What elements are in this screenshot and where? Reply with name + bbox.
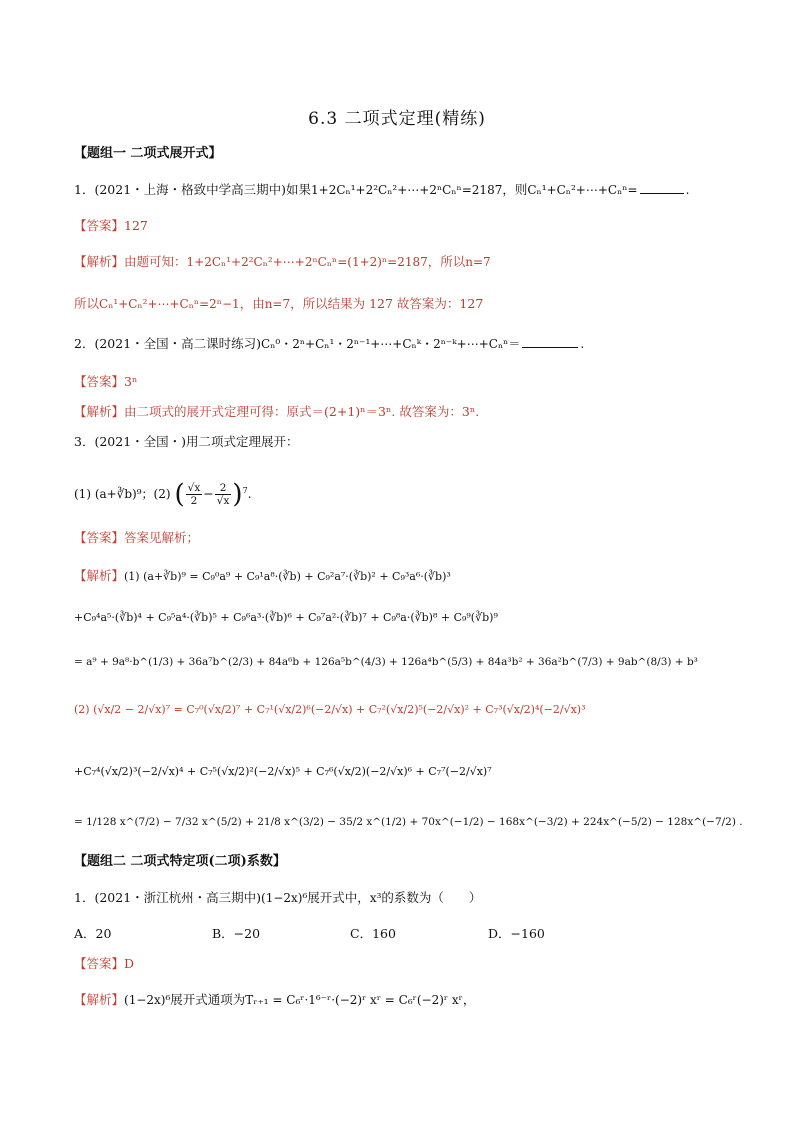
analysis-3-line2: +C₉⁴a⁵·(∛b)⁴ + C₉⁵a⁴·(∛b)⁵ + C₉⁶a³·(∛b)⁶ + C₉⁷a²·(∛b)⁷ + C₉⁸a·(∛b)⁸ + C₉⁹(∛b)⁹	[74, 611, 498, 624]
question-3: 3．(2021・全国・)用二项式定理展开：	[74, 434, 299, 449]
analysis-3-line1: 【解析】(1) (a+∛b)⁹ = C₉⁰a⁹ + C₉¹a⁸·(∛b) + C₉²a⁷·(∛b)² + C₉³a⁶·(∛b)³	[74, 568, 451, 583]
question-2: 2．(2021・全国・高二课时练习)Cₙ⁰・2ⁿ+Cₙ¹・2ⁿ⁻¹+⋯+Cₙᵏ・2ⁿ⁻ᵏ+⋯+Cₙⁿ＝ .	[74, 336, 585, 351]
answer-blank[interactable]	[522, 335, 578, 348]
page-title: 6.3 二项式定理(精练)	[308, 109, 486, 129]
answer-blank[interactable]	[640, 181, 684, 194]
answer-4: 【答案】D	[74, 956, 135, 971]
analysis-3-line6: = 1/128 x^(7/2) − 7/32 x^(5/2) + 21/8 x^(3/2) − 35/2 x^(1/2) + 70x^(−1/2) − 168x^(−3/2) + 224x^(−5/2) − 128x^(−7/2) .	[74, 816, 743, 828]
option-c[interactable]: C．160	[350, 926, 396, 941]
analysis-3-line4: (2) (√x/2 − 2/√x)⁷ = C₇⁰(√x/2)⁷ + C₇¹(√x/2)⁶(−2/√x) + C₇²(√x/2)⁵(−2/√x)² + C₇³(√x/2)⁴(−2/√x)³	[74, 703, 586, 716]
analysis-4: 【解析】(1−2x)⁶展开式通项为Tᵣ₊₁ = C₆ʳ·1⁶⁻ʳ·(−2)ʳ xʳ = C₆ʳ(−2)ʳ xʳ，	[74, 992, 476, 1007]
answer-2: 【答案】3ⁿ	[74, 374, 138, 389]
question-3-parts: (1) (a+∛b)⁹；(2) ( $\frac{√x}{2}$ − $\frac{2}{√x}$ )$^7$.	[74, 479, 252, 510]
question-4-options	[74, 924, 734, 944]
analysis-3-line3: = a⁹ + 9a⁸·b^(1/3) + 36a⁷b^(2/3) + 84a⁶b + 126a⁵b^(4/3) + 126a⁴b^(5/3) + 84a³b² + 36a²b^(7/3) + 9ab^(8/3) + b³	[74, 656, 698, 668]
analysis-1-line1: 【解析】由题可知：1+2Cₙ¹+2²Cₙ²+⋯+2ⁿCₙⁿ=(1+2)ⁿ=2187，所以n=7	[74, 254, 491, 269]
group1-heading: 【题组一 二项式展开式】	[74, 146, 222, 161]
analysis-1-line2: 所以Cₙ¹+Cₙ²+⋯+Cₙⁿ=2ⁿ−1，由n=7，所以结果为 127 故答案为：127	[74, 296, 484, 311]
group2-heading: 【题组二 二项式特定项(二项)系数】	[74, 854, 286, 869]
answer-3: 【答案】答案见解析；	[74, 530, 200, 545]
option-d[interactable]: D．−160	[488, 926, 545, 941]
analysis-3-line5: +C₇⁴(√x/2)³(−2/√x)⁴ + C₇⁵(√x/2)²(−2/√x)⁵ + C₇⁶(√x/2)(−2/√x)⁶ + C₇⁷(−2/√x)⁷	[74, 765, 492, 778]
question-4: 1．(2021・浙江杭州・高三期中)(1−2x)⁶展开式中，x³的系数为（ ）	[74, 890, 482, 905]
option-b[interactable]: B．−20	[212, 926, 261, 941]
question-1: 1．(2021・上海・格致中学高三期中)如果1+2Cₙ¹+2²Cₙ²+⋯+2ⁿCₙⁿ=2187，则Cₙ¹+Cₙ²+⋯+Cₙⁿ= .	[74, 182, 690, 197]
answer-1: 【答案】127	[74, 218, 148, 233]
option-a[interactable]: A．20	[74, 926, 112, 941]
analysis-2: 【解析】由二项式的展开式定理可得：原式＝(2+1)ⁿ＝3ⁿ. 故答案为：3ⁿ.	[74, 404, 480, 419]
